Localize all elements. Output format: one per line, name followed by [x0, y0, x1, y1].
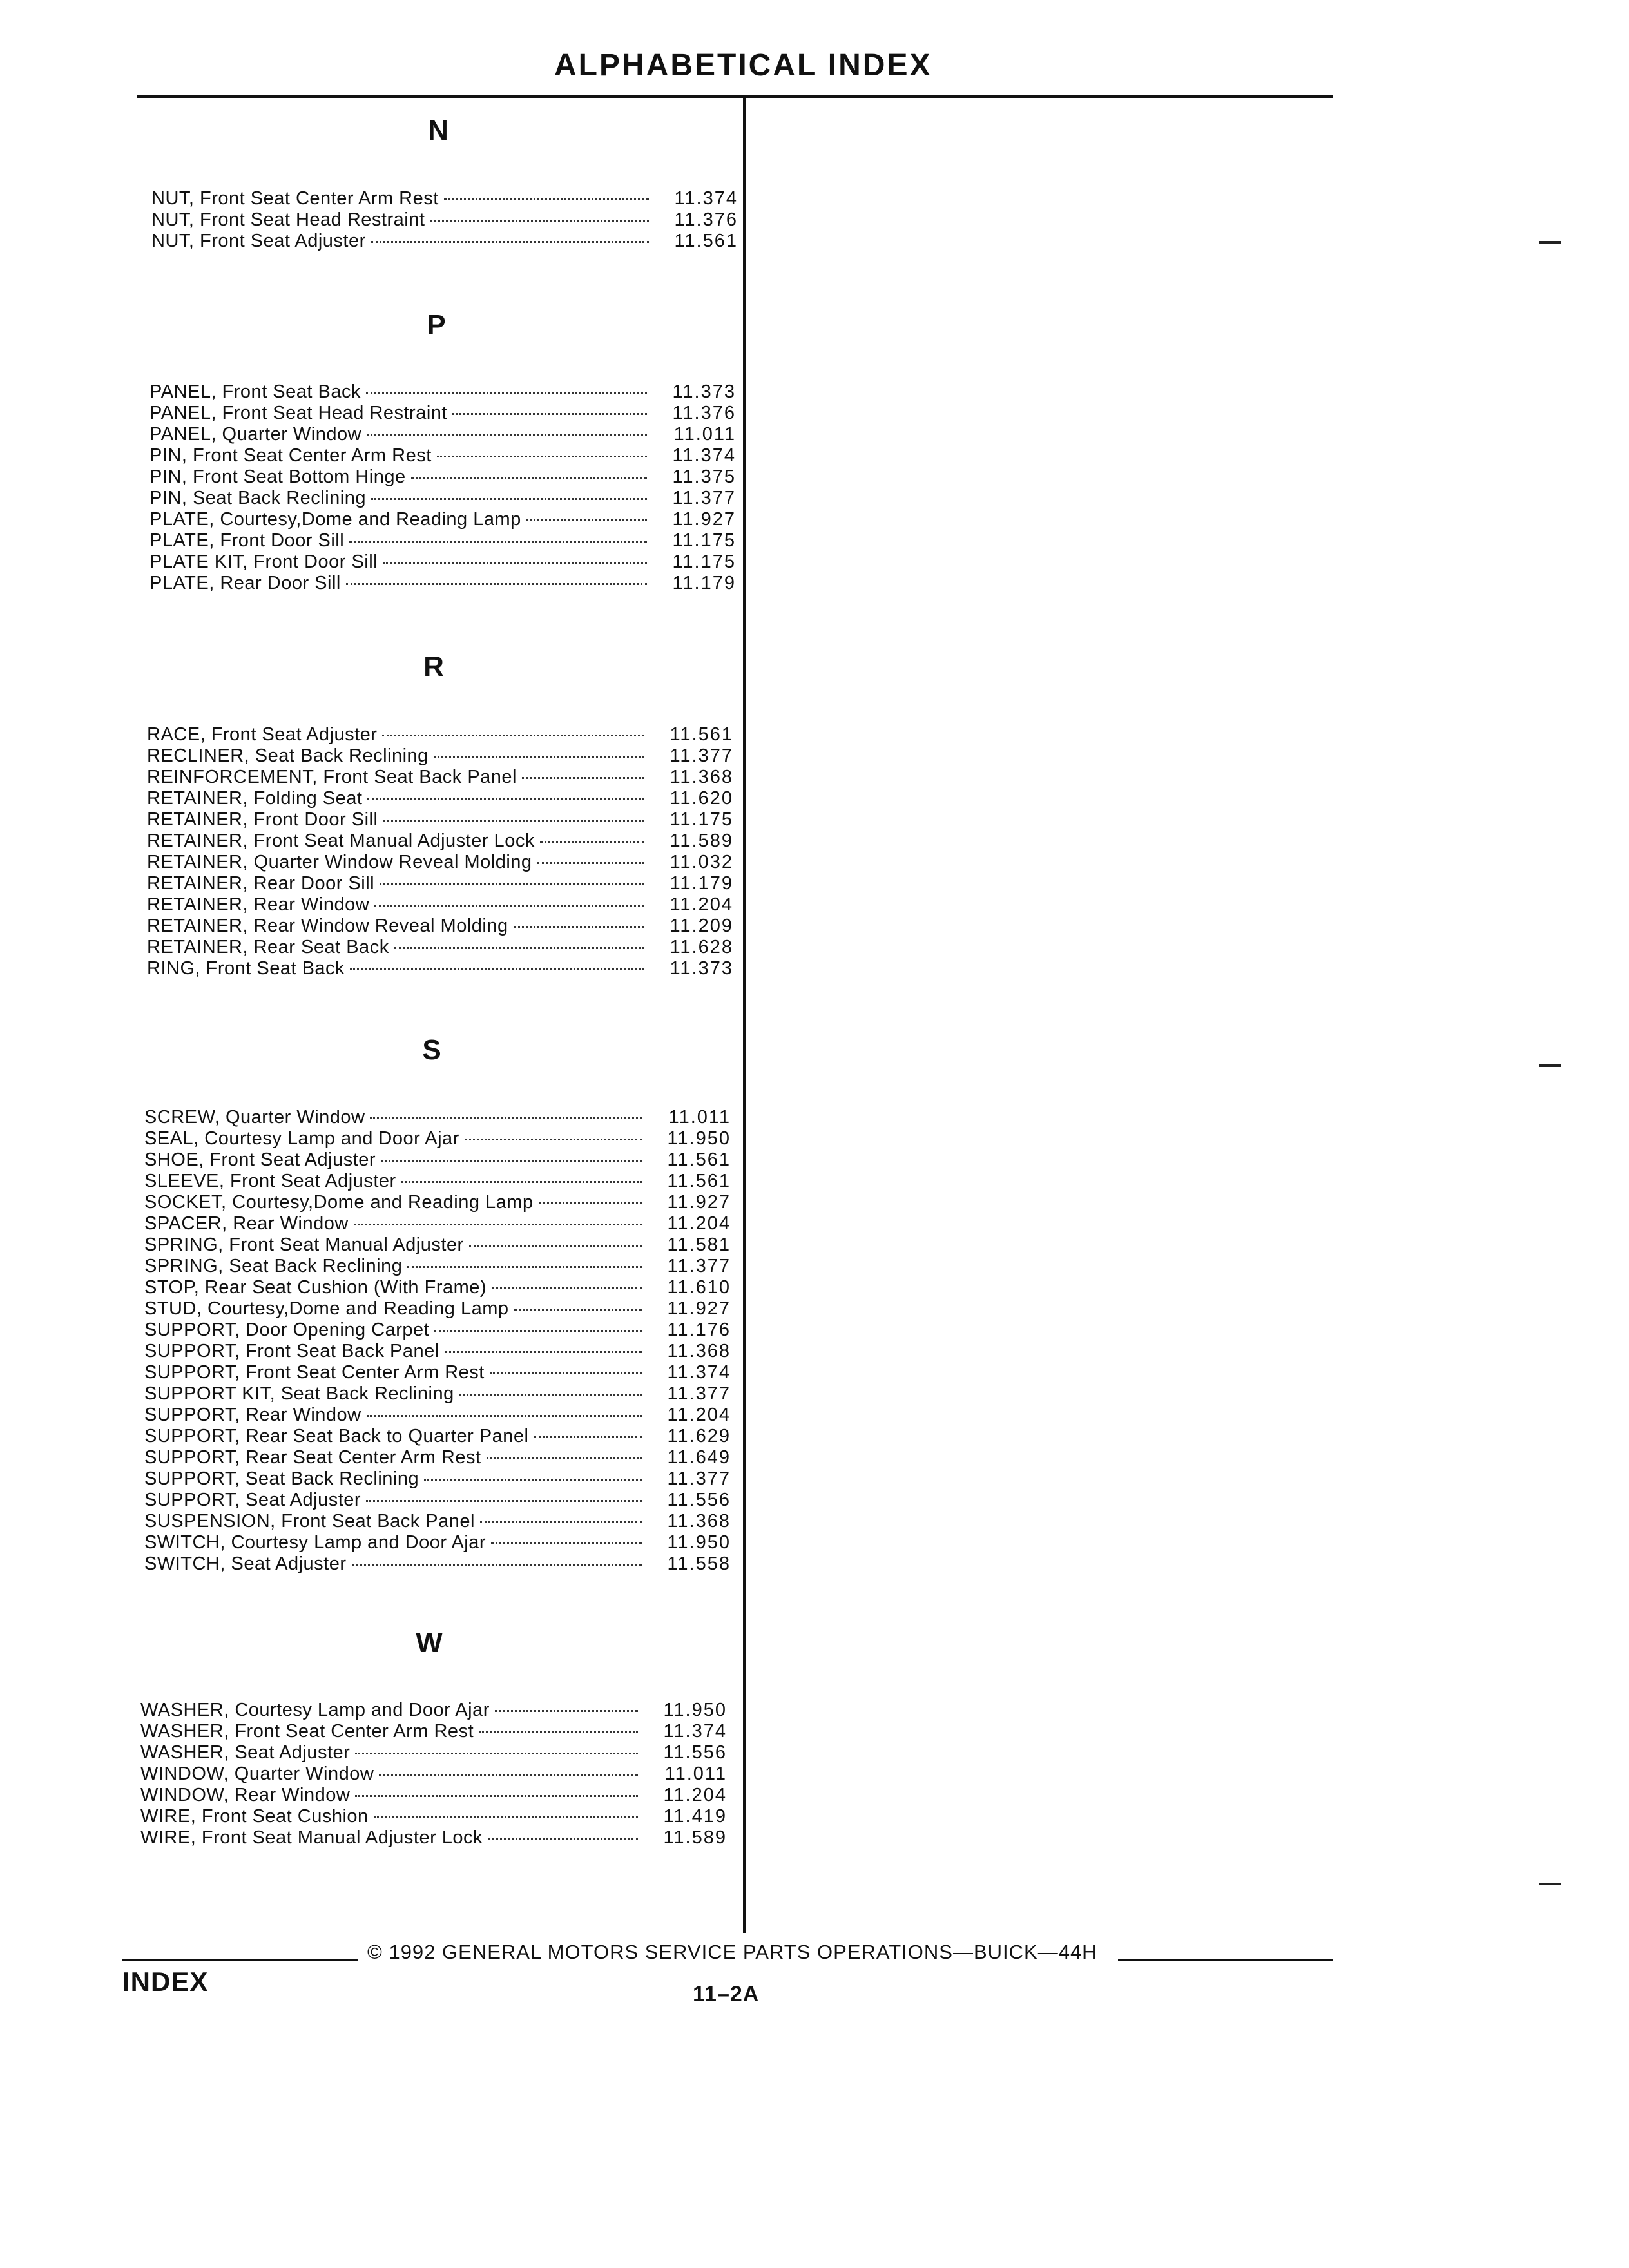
entry-part-name: PANEL, Front Seat Back [149, 381, 361, 402]
dot-leader [491, 1542, 642, 1544]
entry-page-ref: 11.368 [667, 1341, 731, 1361]
column-divider [743, 97, 746, 1933]
entry-page-ref: 11.950 [667, 1128, 731, 1149]
entry-page-ref: 11.927 [672, 509, 736, 530]
entry-part-name: RETAINER, Rear Window Reveal Molding [147, 916, 508, 936]
dot-leader [514, 1309, 642, 1311]
entry-part-name: SUPPORT, Front Seat Center Arm Rest [144, 1362, 485, 1383]
entry-part-name: SUPPORT, Rear Seat Back to Quarter Panel [144, 1426, 529, 1446]
entry-page-ref: 11.561 [667, 1149, 731, 1170]
dot-leader [459, 1394, 642, 1396]
entry-part-name: RACE, Front Seat Adjuster [147, 724, 378, 745]
dot-leader [490, 1372, 642, 1374]
index-entry [149, 445, 736, 466]
entry-page-ref: 11.179 [670, 873, 733, 894]
dot-leader [445, 1351, 642, 1353]
entry-page-ref: 11.950 [667, 1532, 731, 1553]
entry-page-ref: 11.376 [672, 403, 736, 423]
dot-leader [371, 241, 649, 243]
index-entry [144, 1320, 731, 1341]
entry-page-ref: 11.950 [663, 1700, 727, 1720]
entry-page-ref: 11.175 [670, 809, 733, 830]
page-title: ALPHABETICAL INDEX [554, 48, 932, 82]
entry-part-name: RETAINER, Rear Seat Back [147, 937, 389, 957]
entry-page-ref: 11.204 [670, 894, 733, 915]
entry-part-name: SUPPORT, Rear Seat Center Arm Rest [144, 1447, 481, 1468]
entry-part-name: SPRING, Seat Back Reclining [144, 1256, 403, 1276]
index-entry [140, 1785, 727, 1806]
entry-page-ref: 11.927 [667, 1192, 731, 1213]
edge-mark [1539, 1064, 1561, 1067]
entry-page-ref: 11.375 [672, 466, 736, 487]
index-entry [144, 1235, 731, 1256]
entry-page-ref: 11.377 [667, 1383, 731, 1404]
dot-leader [537, 862, 644, 864]
entry-page-ref: 11.377 [670, 745, 733, 766]
index-entry [140, 1700, 727, 1721]
dot-leader [380, 883, 644, 885]
dot-leader [492, 1287, 642, 1289]
index-entry [140, 1721, 727, 1742]
index-entry [144, 1511, 731, 1532]
entry-part-name: SUPPORT, Front Seat Back Panel [144, 1341, 439, 1361]
dot-leader [355, 1795, 638, 1797]
entry-part-name: RETAINER, Quarter Window Reveal Molding [147, 852, 532, 872]
index-entry [147, 745, 733, 767]
entry-part-name: RETAINER, Folding Seat [147, 788, 363, 809]
index-entry [144, 1426, 731, 1447]
dot-leader [366, 392, 647, 394]
entry-page-ref: 11.176 [667, 1320, 731, 1340]
section-n-list [151, 188, 738, 252]
dot-leader [534, 1436, 642, 1438]
section-r-list [147, 724, 733, 979]
entry-page-ref: 11.927 [667, 1298, 731, 1319]
dot-leader [424, 1479, 642, 1481]
index-entry [144, 1447, 731, 1468]
index-entry [149, 573, 736, 594]
entry-page-ref: 11.204 [667, 1405, 731, 1425]
index-entry [144, 1405, 731, 1426]
index-entry [144, 1553, 731, 1575]
dot-leader [394, 947, 644, 949]
entry-page-ref: 11.628 [670, 937, 733, 957]
entry-page-ref: 11.581 [667, 1235, 731, 1255]
entry-part-name: SWITCH, Courtesy Lamp and Door Ajar [144, 1532, 487, 1553]
edge-mark [1539, 241, 1561, 244]
dot-leader [487, 1457, 642, 1459]
index-entry [144, 1298, 731, 1320]
entry-page-ref: 11.368 [670, 767, 733, 787]
dot-leader [355, 1753, 638, 1754]
index-entry [147, 724, 733, 745]
section-letter-n: N [428, 115, 448, 146]
entry-page-ref: 11.373 [672, 381, 736, 402]
dot-leader [346, 583, 647, 585]
section-s-list [144, 1107, 731, 1575]
entry-part-name: PLATE, Rear Door Sill [149, 573, 341, 593]
entry-part-name: WASHER, Seat Adjuster [140, 1742, 351, 1763]
index-entry [144, 1149, 731, 1171]
dot-leader [352, 1564, 642, 1566]
dot-leader [540, 841, 644, 843]
index-entry [147, 767, 733, 788]
index-entry [149, 424, 736, 445]
entry-part-name: SUPPORT, Door Opening Carpet [144, 1320, 430, 1340]
entry-part-name: SOCKET, Courtesy,Dome and Reading Lamp [144, 1192, 534, 1213]
edge-mark [1539, 1883, 1561, 1885]
entry-page-ref: 11.175 [672, 552, 736, 572]
dot-leader [370, 1117, 642, 1119]
index-entry [149, 530, 736, 552]
index-entry [147, 937, 733, 958]
entry-part-name: NUT, Front Seat Head Restraint [151, 209, 425, 230]
entry-part-name: NUT, Front Seat Adjuster [151, 231, 366, 251]
entry-part-name: RING, Front Seat Back [147, 958, 345, 979]
entry-part-name: PLATE KIT, Front Door Sill [149, 552, 378, 572]
entry-page-ref: 11.011 [664, 1763, 727, 1784]
index-entry [147, 958, 733, 979]
index-entry [149, 466, 736, 488]
entry-page-ref: 11.610 [667, 1277, 731, 1298]
dot-leader [522, 777, 644, 779]
index-entry [140, 1742, 727, 1763]
index-entry [147, 788, 733, 809]
dot-leader [379, 1774, 638, 1776]
entry-page-ref: 11.589 [663, 1827, 727, 1848]
entry-page-ref: 11.373 [670, 958, 733, 979]
entry-page-ref: 11.561 [674, 231, 738, 251]
footer-rule-right [1118, 1959, 1333, 1961]
entry-page-ref: 11.179 [672, 573, 736, 593]
entry-part-name: SEAL, Courtesy Lamp and Door Ajar [144, 1128, 459, 1149]
section-letter-p: P [427, 309, 446, 341]
index-entry [144, 1532, 731, 1553]
entry-part-name: SHOE, Front Seat Adjuster [144, 1149, 376, 1170]
entry-part-name: RECLINER, Seat Back Reclining [147, 745, 429, 766]
index-entry [147, 894, 733, 916]
dot-leader [371, 498, 647, 500]
dot-leader [382, 735, 644, 736]
dot-leader [354, 1224, 642, 1225]
entry-page-ref: 11.209 [670, 916, 733, 936]
entry-page-ref: 11.419 [663, 1806, 727, 1827]
page-number: 11–2A [693, 1982, 760, 2006]
entry-part-name: RETAINER, Rear Window [147, 894, 370, 915]
index-entry [149, 509, 736, 530]
index-entry [147, 809, 733, 831]
dot-leader [367, 798, 644, 800]
entry-part-name: WINDOW, Rear Window [140, 1785, 351, 1805]
index-entry [144, 1256, 731, 1277]
entry-page-ref: 11.374 [672, 445, 736, 466]
entry-page-ref: 11.649 [667, 1447, 731, 1468]
entry-page-ref: 11.556 [667, 1490, 731, 1510]
entry-part-name: PANEL, Front Seat Head Restraint [149, 403, 447, 423]
index-entry [144, 1213, 731, 1235]
entry-part-name: PIN, Seat Back Reclining [149, 488, 366, 508]
index-entry [147, 831, 733, 852]
entry-part-name: SPACER, Rear Window [144, 1213, 349, 1234]
index-entry [149, 552, 736, 573]
section-letter-w: W [416, 1627, 443, 1658]
dot-leader [401, 1181, 642, 1183]
entry-page-ref: 11.561 [667, 1171, 731, 1191]
entry-part-name: SPRING, Front Seat Manual Adjuster [144, 1235, 464, 1255]
dot-leader [367, 434, 647, 436]
dot-leader [374, 905, 644, 907]
entry-page-ref: 11.377 [672, 488, 736, 508]
index-entry [140, 1806, 727, 1827]
dot-leader [430, 220, 649, 222]
index-entry [144, 1277, 731, 1298]
index-entry [144, 1341, 731, 1362]
entry-part-name: RETAINER, Front Door Sill [147, 809, 378, 830]
entry-page-ref: 11.377 [667, 1468, 731, 1489]
dot-leader [407, 1266, 642, 1268]
entry-part-name: SUPPORT, Seat Adjuster [144, 1490, 361, 1510]
header-rule [137, 95, 1333, 98]
entry-part-name: PLATE, Front Door Sill [149, 530, 345, 551]
dot-leader [383, 820, 644, 822]
index-entry [144, 1192, 731, 1213]
index-entry [149, 488, 736, 509]
entry-part-name: RETAINER, Rear Door Sill [147, 873, 375, 894]
section-letter-r: R [423, 651, 444, 682]
entry-page-ref: 11.032 [670, 852, 733, 872]
dot-leader [434, 756, 644, 758]
section-w-list [140, 1700, 727, 1849]
entry-part-name: WASHER, Front Seat Center Arm Rest [140, 1721, 474, 1742]
index-entry [144, 1468, 731, 1490]
entry-part-name: STOP, Rear Seat Cushion (With Frame) [144, 1277, 487, 1298]
entry-part-name: SUPPORT KIT, Seat Back Reclining [144, 1383, 454, 1404]
index-entry [144, 1383, 731, 1405]
entry-part-name: WASHER, Courtesy Lamp and Door Ajar [140, 1700, 490, 1720]
entry-page-ref: 11.374 [663, 1721, 727, 1742]
index-entry [144, 1362, 731, 1383]
entry-part-name: REINFORCEMENT, Front Seat Back Panel [147, 767, 517, 787]
index-entry [151, 188, 738, 209]
dot-leader [526, 519, 647, 521]
entry-page-ref: 11.629 [667, 1426, 731, 1446]
entry-page-ref: 11.204 [667, 1213, 731, 1234]
entry-page-ref: 11.374 [667, 1362, 731, 1383]
dot-leader [350, 968, 644, 970]
index-entry [149, 403, 736, 424]
entry-part-name: RETAINER, Front Seat Manual Adjuster Lock [147, 831, 535, 851]
dot-leader [349, 541, 647, 543]
index-entry [147, 852, 733, 873]
entry-part-name: PLATE, Courtesy,Dome and Reading Lamp [149, 509, 521, 530]
dot-leader [514, 926, 644, 928]
entry-part-name: WIRE, Front Seat Manual Adjuster Lock [140, 1827, 483, 1848]
dot-leader [367, 1415, 642, 1417]
index-entry [144, 1171, 731, 1192]
section-letter-s: S [422, 1034, 441, 1066]
entry-part-name: SUPPORT, Rear Window [144, 1405, 361, 1425]
copyright-line: © 1992 GENERAL MOTORS SERVICE PARTS OPERATIONS—BUICK—44H [367, 1941, 1097, 1963]
entry-page-ref: 11.011 [673, 424, 736, 445]
dot-leader [480, 1521, 642, 1523]
index-entry [151, 209, 738, 231]
dot-leader [434, 1330, 642, 1332]
entry-part-name: PIN, Front Seat Bottom Hinge [149, 466, 406, 487]
index-entry [144, 1128, 731, 1149]
dot-leader [383, 562, 647, 564]
dot-leader [479, 1731, 638, 1733]
dot-leader [488, 1838, 638, 1840]
index-entry [149, 381, 736, 403]
entry-part-name: SLEEVE, Front Seat Adjuster [144, 1171, 396, 1191]
entry-page-ref: 11.011 [668, 1107, 731, 1128]
entry-page-ref: 11.374 [674, 188, 738, 209]
entry-part-name: SUSPENSION, Front Seat Back Panel [144, 1511, 475, 1532]
section-label: INDEX [122, 1966, 209, 1997]
dot-leader [469, 1245, 642, 1247]
index-entry [140, 1763, 727, 1785]
dot-leader [366, 1500, 642, 1502]
entry-page-ref: 11.377 [667, 1256, 731, 1276]
dot-leader [444, 198, 649, 200]
dot-leader [437, 456, 647, 457]
entry-part-name: NUT, Front Seat Center Arm Rest [151, 188, 439, 209]
entry-page-ref: 11.376 [674, 209, 738, 230]
index-entry [144, 1107, 731, 1128]
entry-page-ref: 11.175 [672, 530, 736, 551]
entry-page-ref: 11.620 [670, 788, 733, 809]
dot-leader [411, 477, 647, 479]
index-entry [140, 1827, 727, 1849]
dot-leader [381, 1160, 642, 1162]
entry-part-name: SCREW, Quarter Window [144, 1107, 365, 1128]
entry-page-ref: 11.204 [663, 1785, 727, 1805]
entry-page-ref: 11.589 [670, 831, 733, 851]
entry-page-ref: 11.558 [667, 1553, 731, 1574]
index-entry [151, 231, 738, 252]
entry-part-name: WINDOW, Quarter Window [140, 1763, 374, 1784]
entry-part-name: PIN, Front Seat Center Arm Rest [149, 445, 432, 466]
entry-page-ref: 11.368 [667, 1511, 731, 1532]
entry-part-name: STUD, Courtesy,Dome and Reading Lamp [144, 1298, 509, 1319]
entry-page-ref: 11.556 [663, 1742, 727, 1763]
entry-page-ref: 11.561 [670, 724, 733, 745]
index-entry [144, 1490, 731, 1511]
index-entry [147, 873, 733, 894]
index-entry [147, 916, 733, 937]
dot-leader [539, 1202, 642, 1204]
dot-leader [374, 1816, 638, 1818]
dot-leader [495, 1710, 638, 1712]
entry-part-name: PANEL, Quarter Window [149, 424, 362, 445]
section-p-list [149, 381, 736, 594]
entry-part-name: SUPPORT, Seat Back Reclining [144, 1468, 419, 1489]
entry-part-name: WIRE, Front Seat Cushion [140, 1806, 369, 1827]
dot-leader [465, 1139, 642, 1140]
entry-part-name: SWITCH, Seat Adjuster [144, 1553, 347, 1574]
footer-rule-left [122, 1959, 358, 1961]
dot-leader [452, 413, 647, 415]
